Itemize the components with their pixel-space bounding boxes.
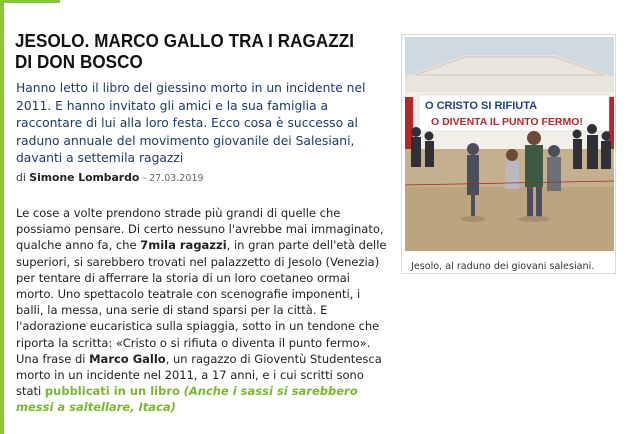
article-title: JESOLO. MARCO GALLO TRA I RAGAZZI DI DON BOSCO (15, 30, 355, 72)
banner-text-line1: O CRISTO SI RIFIUTA (425, 100, 538, 112)
body-bold-7mila: 7mila ragazzi (140, 238, 227, 253)
article-body (16, 205, 388, 416)
body-text-3: , un ragazzo di Gioventù Studentesca morto in un incidente nel 2011, a 17 anni, e i cui scritti sono stati (16, 351, 382, 399)
body-text-1: Le cose a volte prendono strade più grandi di quelle che possiamo pensare. Di certo nessuno l'avrebbe mai immaginato, qualche anno fa, che (16, 206, 384, 253)
left-accent-bar (0, 0, 4, 434)
book-title-link[interactable]: (Anche i sassi si sarebbero messi a saltellare, Itaca) (16, 384, 358, 415)
event-photo[interactable] (405, 37, 614, 251)
article-standfirst: Hanno letto il libro del giessino morto in un incidente nel 2011. E hanno invitato gli amici e la sua famiglia a raccontare di lui alla loro festa. Ecco cosa è successo al raduno annuale del movimento giovanile dei Salesiani, davanti a settemila ragazzi (16, 81, 366, 165)
author-link[interactable]: Simone Lombardo (29, 171, 140, 184)
top-accent-bar (0, 0, 60, 3)
banner-text-line2: O DIVENTA IL PUNTO FERMO! (431, 116, 583, 128)
publish-date: 27.03.2019 (149, 173, 204, 184)
figure-caption: Jesolo, al raduno dei giovani salesiani. (411, 261, 595, 272)
photo-illustration (405, 37, 614, 251)
byline (16, 171, 204, 184)
book-link[interactable]: pubblicati in un libro (44, 384, 180, 399)
article-figure (401, 34, 616, 274)
body-bold-marco-gallo: Marco Gallo (89, 351, 166, 366)
byline-prefix: di (16, 171, 26, 184)
date-separator: - (142, 173, 150, 184)
body-text-2: , in gran parte dell'età delle superiori, si sarebbero trovati nel palazzetto di Jesolo (Venezia) per tentare di afferrare la storia di un loro coetaneo ormai morto. Uno spettacolo teatrale con scenografie imponenti, i balli, la messa, una serie di stand sparsi per la città. E l'adorazione eucaristica sulla spiaggia, sotto in un tendone che riporta la scritta: «Cristo o si rifiuta o diventa il punto fermo». Una frase di (16, 238, 387, 366)
